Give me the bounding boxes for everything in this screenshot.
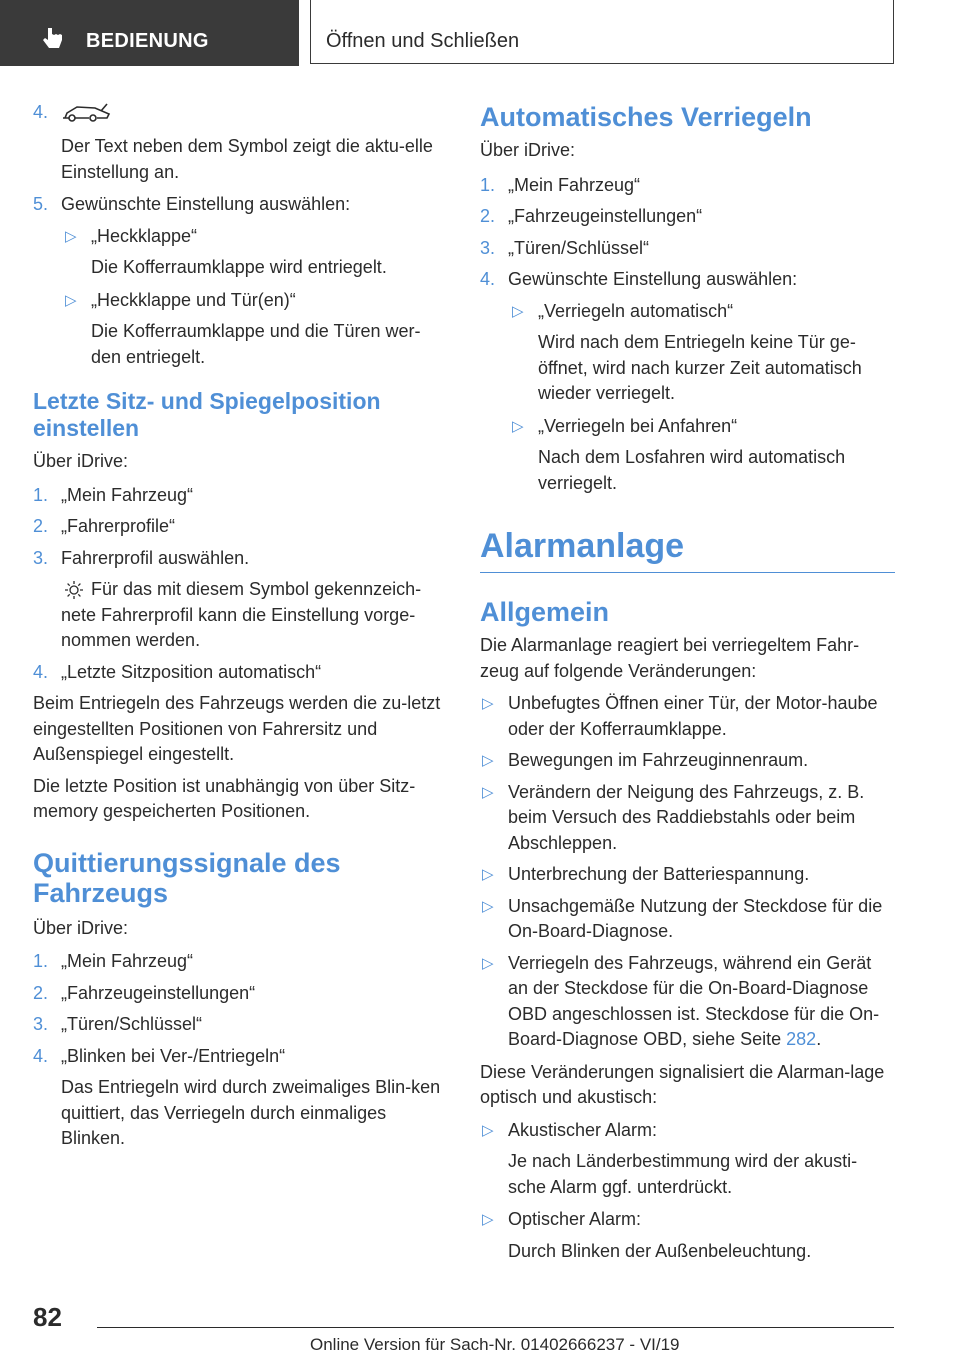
bullet-list: [480, 1118, 895, 1265]
bullet-list: [480, 691, 895, 1053]
section-title: BEDIENUNG: [86, 30, 209, 52]
list-number: 3.: [480, 237, 496, 258]
list-item-text: „Blinken bei Ver-/Entriegeln“: [61, 1045, 286, 1066]
section-heading: Letzte Sitz- und Spiegelposition einstellen: [33, 388, 381, 441]
list-number: 3.: [33, 1014, 49, 1034]
list-item: [33, 546, 448, 572]
online-version-note: Online Version für Sach-Nr. 01402666237 - VI/19: [310, 1335, 680, 1354]
list-item-text: „Fahrzeugeinstellungen“: [508, 206, 703, 226]
page-number: 82: [33, 1302, 62, 1332]
section-heading: Automatisches Verriegeln: [480, 102, 812, 132]
list-item-text: „Mein Fahrzeug“: [61, 484, 194, 505]
bullet-desc: Je nach Länderbestimmung wird der akusti-sche Alarm ggf. unterdrückt.: [508, 1151, 858, 1197]
bullet-item: [480, 862, 895, 888]
bullet-item: [480, 951, 895, 1053]
paragraph: Die letzte Position ist unabhängig von über Sitz-memory gespeicherten Positionen.: [33, 775, 416, 821]
paragraph: Diese Veränderungen signalisiert die Alarman-lage optisch und akustisch:: [480, 1061, 885, 1107]
chapter-title: Öffnen und Schließen: [326, 30, 520, 52]
list-item-text: „Türen/Schlüssel“: [61, 1014, 203, 1034]
right-column: [480, 100, 895, 1264]
bullet-text: Verriegeln des Fahrzeugs, während ein Gerät an der Steckdose für die On-Board-Diagnose OBD angeschlossen ist. Steckdose für die On-Board-Diagnose OBD, siehe Seite: [508, 952, 880, 1049]
bullet-title: „Verriegeln automatisch“: [538, 300, 734, 321]
bullet-title: Optischer Alarm:: [508, 1209, 642, 1229]
bullet-item: [480, 894, 895, 945]
list-item-text: Fahrerprofil auswählen.: [61, 547, 250, 568]
bullet-desc: Durch Blinken der Außenbeleuchtung.: [508, 1240, 812, 1261]
list-number: 1.: [480, 174, 496, 195]
gear-icon: [63, 579, 85, 601]
list-item: [480, 236, 895, 262]
bullet-item: [480, 691, 895, 742]
bullet-desc: Nach dem Losfahren wird automatisch verriegelt.: [538, 447, 846, 493]
bullet-item: [510, 299, 895, 407]
list-item: [33, 1044, 448, 1152]
triangle-bullet-icon: ▷: [512, 417, 524, 435]
list-item-text: „Mein Fahrzeug“: [508, 174, 641, 195]
list-number: 4.: [480, 269, 496, 289]
car-trunk-icon: [61, 102, 113, 124]
intro-text: Über iDrive:: [33, 917, 129, 938]
bullet-title: „Heckklappe und Tür(en)“: [91, 289, 296, 310]
list-item-text: „Türen/Schlüssel“: [508, 237, 650, 258]
list-item-text: Gewünschte Einstellung auswählen:: [508, 269, 798, 289]
section-heading: Quittierungssignale des Fahrzeugs: [33, 847, 341, 908]
list-item: [33, 949, 448, 975]
triangle-bullet-icon: ▷: [65, 227, 77, 245]
paragraph: Die Alarmanlage reagiert bei verriegeltem Fahr-zeug auf folgende Veränderungen:: [480, 635, 860, 681]
triangle-bullet-icon: ▷: [482, 866, 494, 883]
list-item-text: Gewünschte Einstellung auswählen:: [61, 194, 351, 214]
list-item-text: „Letzte Sitzposition automatisch“: [61, 661, 322, 682]
bullet-item: [63, 288, 448, 371]
list-number: 2.: [33, 982, 49, 1003]
list-number: 3.: [33, 547, 49, 568]
list-number: 4.: [33, 1045, 49, 1066]
list-item: [33, 514, 448, 540]
bullet-list: [480, 299, 895, 497]
chapter-heading: Alarmanlage: [480, 526, 895, 573]
bullet-desc: Die Kofferraumklappe und die Türen wer-den entriegelt.: [91, 321, 421, 367]
triangle-bullet-icon: ▷: [482, 695, 494, 712]
paragraph: Beim Entriegeln des Fahrzeugs werden die zu-letzt eingestellten Positionen von Fahrersitz und Außenspiegel eingestellt.: [33, 693, 441, 764]
list-item-text: Der Text neben dem Symbol zeigt die aktu-elle Einstellung an.: [61, 136, 433, 182]
triangle-bullet-icon: ▷: [482, 954, 494, 972]
triangle-bullet-icon: ▷: [65, 291, 77, 309]
list-item-text: „Fahrzeugeinstellungen“: [61, 982, 256, 1003]
bullet-desc: Wird nach dem Entriegeln keine Tür ge-öffnet, wird nach kurzer Zeit automatisch wieder verriegelt.: [538, 332, 862, 403]
list-number: 1.: [33, 951, 49, 971]
list-item: [480, 173, 895, 199]
list-number: 1.: [33, 484, 49, 505]
bullet-text: Verändern der Neigung des Fahrzeugs, z. B. beim Versuch des Raddiebstahls oder beim Abschleppen.: [508, 781, 865, 853]
triangle-bullet-icon: ▷: [482, 897, 494, 915]
intro-text: Über iDrive:: [480, 140, 576, 160]
bullet-text: Bewegungen im Fahrzeuginnenraum.: [508, 750, 809, 770]
bullet-item: [480, 1207, 895, 1264]
list-item: [480, 204, 895, 230]
list-item: [33, 483, 448, 509]
intro-text: Über iDrive:: [33, 451, 129, 471]
list-number: 2.: [33, 516, 49, 536]
numbered-list: [33, 483, 448, 572]
bullet-text-end: .: [816, 1029, 822, 1049]
bullet-item: [480, 748, 895, 774]
bullet-item: [510, 414, 895, 497]
bullet-text: Unterbrechung der Batteriespannung.: [508, 864, 810, 884]
list-item: [33, 981, 448, 1007]
footer-divider: [97, 1327, 894, 1328]
gear-note-text: Für das mit diesem Symbol gekennzeich-nete Fahrerprofil kann die Einstellung vorge-nommen werden.: [61, 579, 422, 650]
gear-note: [33, 577, 448, 654]
bullet-title: „Verriegeln bei Anfahren“: [538, 415, 738, 436]
bullet-item: [480, 1118, 895, 1201]
list-item-text: „Fahrerprofile“: [61, 516, 176, 536]
list-item: [480, 267, 895, 293]
numbered-list: [33, 949, 448, 1152]
list-number: 2.: [480, 206, 496, 226]
page-reference-link[interactable]: 282: [786, 1029, 817, 1049]
list-number: 4.: [33, 102, 49, 122]
bullet-text: Unbefugtes Öffnen einer Tür, der Motor-haube oder der Kofferraumklappe.: [508, 693, 878, 739]
bullet-list: [33, 224, 448, 371]
list-item: [33, 1012, 448, 1038]
left-column: [33, 100, 448, 1152]
triangle-bullet-icon: ▷: [482, 783, 494, 801]
sub-heading: Allgemein: [480, 597, 610, 627]
hand-pointer-icon: [40, 26, 64, 52]
numbered-list: [480, 173, 895, 293]
list-item: [33, 660, 448, 686]
bullet-desc: Die Kofferraumklappe wird entriegelt.: [91, 257, 387, 277]
triangle-bullet-icon: ▷: [482, 1211, 494, 1228]
list-item: [33, 192, 448, 218]
list-number: 4.: [33, 661, 49, 682]
bullet-title: „Heckklappe“: [91, 225, 198, 246]
list-number: 5.: [33, 194, 49, 214]
list-item-note: Das Entriegeln wird durch zweimaliges Blin-ken quittiert, das Verriegeln durch einmaliges Blinken.: [61, 1077, 441, 1148]
bullet-title: Akustischer Alarm:: [508, 1119, 658, 1140]
list-item-text: „Mein Fahrzeug“: [61, 951, 194, 971]
triangle-bullet-icon: ▷: [482, 1121, 494, 1139]
bullet-text: Unsachgemäße Nutzung der Steckdose für die On-Board-Diagnose.: [508, 895, 883, 941]
triangle-bullet-icon: ▷: [482, 752, 494, 769]
list-item: [33, 100, 448, 128]
triangle-bullet-icon: ▷: [512, 302, 524, 320]
bullet-item: [480, 780, 895, 857]
bullet-item: [63, 224, 448, 281]
